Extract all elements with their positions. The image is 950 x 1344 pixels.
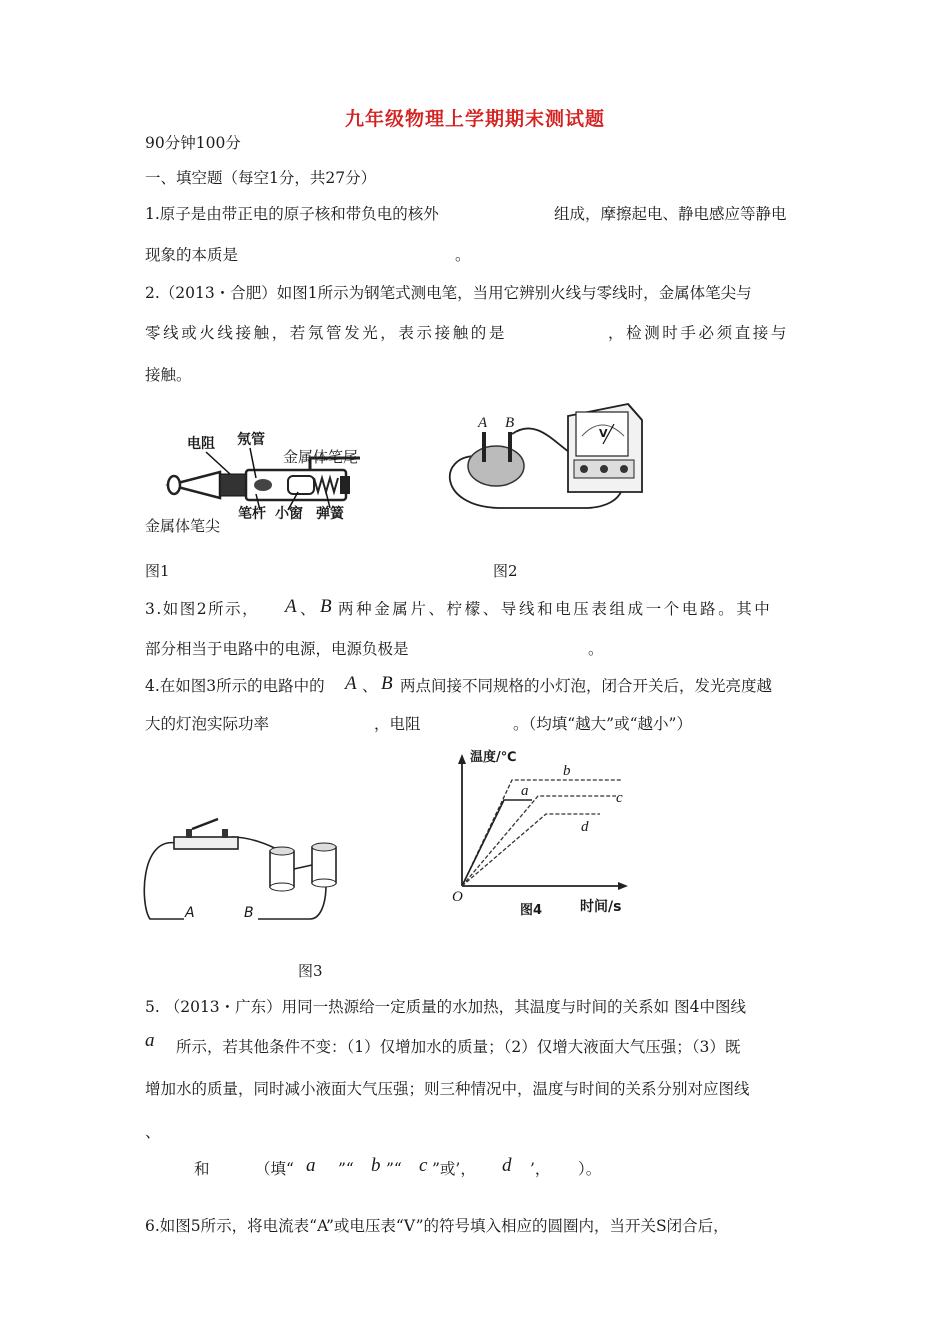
figure-1-caption: 图1 [145,562,170,580]
q4-line2b: ，电阻 [374,715,421,733]
fig1-label-tail: 金属体笔尾 [283,448,359,466]
figure-4-graph [450,750,650,920]
q1-line2b: 。 [455,246,471,264]
fig1-label-window: 小窗 [275,506,303,522]
figure-2-caption: 图2 [493,562,518,580]
q5-opt-d: d [502,1155,512,1176]
fig4-curve-c: c [616,790,623,806]
q4-line2c: 。（均填“越大”或“越小”） [513,715,692,733]
figure-2-lemon-circuit [438,396,658,526]
section-heading: 一、填空题（每空1分，共27分） [145,169,377,187]
fig4-origin: O [452,889,463,905]
q3-line2a: 部分相当于电路中的电源，电源负极是 [145,640,409,658]
fig4-curve-a: a [521,783,529,799]
exam-meta: 90分钟100分 [145,134,241,152]
q5-opt-b: b [371,1155,381,1176]
q5-and: 和 [194,1160,210,1178]
q5-opt-a: a [306,1155,316,1176]
q3-line1b: 两种金属片、柠檬、导线和电压表组成一个电路。其中 [338,600,773,618]
q4-line2a: 大的灯泡实际功率 [145,715,270,733]
q5-quote-3: ”或’， [432,1160,476,1178]
fig1-label-tip: 金属体笔尖 [145,517,221,535]
fig4-ylabel: 温度/℃ [470,750,517,765]
q4-var-a: A [345,673,357,694]
fig3-label-a: A [185,905,195,921]
fig4-xlabel: 时间/s [580,899,622,915]
q5-line1: 5. （2013・广东）用同一热源给一定质量的水加热，其温度与时间的关系如 图4中图线 [145,998,746,1016]
q1-line1a: 1.原子是由带正电的原子核和带负电的核外 [145,205,439,223]
q6-line1: 6.如图5所示，将电流表“A”或电压表“V”的符号填入相应的圆圈内，当开关S闭合后， [145,1217,729,1235]
figure-4-caption: 图4 [520,903,543,918]
q5-quote-1: ”“ [338,1160,354,1178]
q2-line3: 接触。 [145,366,192,384]
fig2-label-b: B [505,415,515,431]
fig1-label-barrel: 笔杆 [238,506,266,522]
q4-sep: 、 [362,677,378,695]
q3-var-b: B [320,596,332,617]
fig4-curve-d: d [581,819,589,835]
q5-fill-open: （填“ [255,1160,294,1178]
fig4-curve-b: b [563,763,571,779]
q3-line1a: 3.如图2所示， [145,600,260,618]
q4-line1a: 4.在如图3所示的电路中的 [145,677,325,695]
q5-quote-2: ”“ [386,1160,402,1178]
q5-opt-c: c [419,1155,428,1176]
q3-line2b: 。 [588,640,604,658]
q5-line2: 所示，若其他条件不变：（1）仅增加水的质量；（2）仅增大液面大气压强；（3）既 [176,1038,741,1056]
q5-quote-4: ’， [530,1160,551,1178]
q3-sep: 、 [300,600,316,618]
q4-line1b: 两点间接不同规格的小灯泡，闭合开关后，发光亮度越 [400,677,773,695]
fig3-label-b: B [244,905,254,921]
q4-var-b: B [381,673,393,694]
q2-line1: 2.（2013・合肥）如图1所示为钢笔式测电笔，当用它辨别火线与零线时，金属体笔尖与 [145,284,752,302]
fig2-label-a: A [478,415,488,431]
q5-end: ）。 [578,1160,602,1178]
q5-line3: 增加水的质量，同时减小液面大气压强；则三种情况中，温度与时间的关系分别对应图线 [145,1080,750,1098]
fig2-label-v: V [599,427,608,440]
fig1-label-spring: 弹簧 [316,506,344,522]
fig1-label-neon: 氖管 [237,432,265,448]
q1-line2a: 现象的本质是 [145,246,239,264]
fig1-label-resistor: 电阻 [187,436,215,452]
q1-line1b: 组成，摩擦起电、静电感应等静电 [554,205,787,223]
q3-var-a: A [285,596,297,617]
q5-line4: 、 [145,1123,161,1141]
q5-var-a: a [145,1030,155,1051]
q2-line2b: ，检测时手必须直接与 [608,324,790,342]
q2-line2a: 零线或火线接触，若氖管发光，表示接触的是 [145,324,508,342]
page-title: 九年级物理上学期期末测试题 [344,108,605,130]
figure-3-caption: 图3 [298,962,323,980]
